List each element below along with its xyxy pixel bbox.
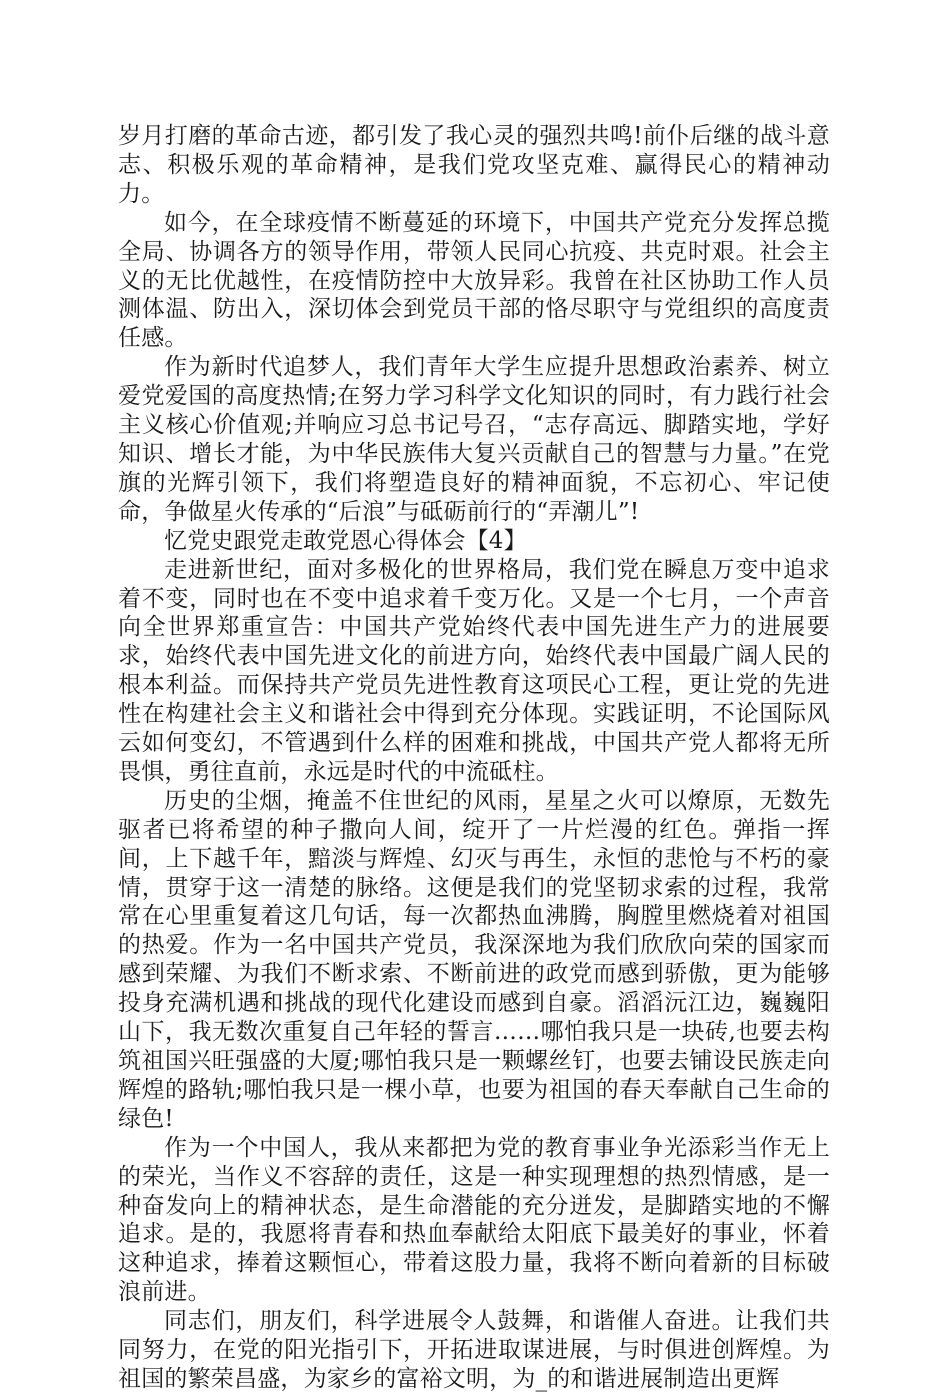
document-body xyxy=(118,122,830,1394)
paragraph: 作为一个中国人，我从来都把为党的教育事业争光添彩当作无上的荣光，当作义不容辞的责任，这是一种实现理想的热烈情感，是一种奋发向上的精神状态，是生命潜能的充分迸发，是脚踏实地的不懈追求。是的，我愿将青春和热血奉献给太阳底下最美好的事业，怀着这种追求，捧着这颗恒心，带着这股力量，我将不断向着新的目标破浪前进。 xyxy=(118,1134,830,1306)
paragraph: 走进新世纪，面对多极化的世界格局，我们党在瞬息万变中追求着不变，同时也在不变中追求着千变万化。又是一个七月，一个声音向全世界郑重宣告：中国共产党始终代表中国先进生产力的进展要求，始终代表中国先进文化的前进方向，始终代表中国最广阔人民的根本利益。而保持共产党员先进性教育这项民心工程，更让党的先进性在构建社会主义和谐社会中得到充分体现。实践证明，不论国际风云如何变幻，不管遇到什么样的困难和挑战，中国共产党人都将无所畏惧，勇往直前，永远是时代的中流砥柱。 xyxy=(118,556,830,785)
paragraph: 历史的尘烟，掩盖不住世纪的风雨，星星之火可以燎原，无数先驱者已将希望的种子撒向人间，绽开了一片烂漫的红色。弹指一挥间，上下越千年，黯淡与辉煌、幻灭与再生，永恒的悲怆与不朽的豪情，贯穿于这一清楚的脉络。这便是我们的党坚韧求索的过程，我常常在心里重复着这几句话，每一次都热血沸腾，胸膛里燃烧着对祖国的热爱。作为一名中国共产党员，我深深地为我们欣欣向荣的国家而感到荣耀、为我们不断求索、不断前进的政党而感到骄傲，更为能够投身充满机遇和挑战的现代化建设而感到自豪。滔滔沅江边，巍巍阳山下，我无数次重复自己年轻的誓言……哪怕我只是一块砖,也要去构筑祖国兴旺强盛的大厦;哪怕我只是一颗螺丝钉，也要去铺设民族走向辉煌的路轨;哪怕我只是一棵小草，也要为祖国的春天奉献自己生命的绿色! xyxy=(118,787,830,1132)
paragraph: 如今，在全球疫情不断蔓延的环境下，中国共产党充分发挥总揽全局、协调各方的领导作用，带领人民同心抗疫、共克时艰。社会主义的无比优越性，在疫情防控中大放异彩。我曾在社区协助工作人员测体温、防出入，深切体会到党员干部的恪尽职守与党组织的高度责任感。 xyxy=(118,209,830,352)
section-heading: 忆党史跟党走敢党恩心得体会【4】 xyxy=(164,527,527,554)
paragraph: 作为新时代追梦人，我们青年大学生应提升思想政治素养、树立爱党爱国的高度热情;在努力学习科学文化知识的同时，有力践行社会主义核心价值观;并响应习总书记号召，“志存高远、脚踏实地，学好知识、增长才能，为中华民族伟大复兴贡献自己的智慧与力量。”在党旗的光辉引领下，我们将塑造良好的精神面貌，不忘初心、牢记使命，争做星火传承的“后浪”与砥砺前行的“弄潮儿”! xyxy=(118,354,830,525)
paragraph: 同志们，朋友们，科学进展令人鼓舞，和谐催人奋进。让我们共同努力，在党的阳光指引下，开拓进取谋进展，与时俱进创辉煌。为祖国的繁荣昌盛，为家乡的富裕文明，为_的和谐进展制造出更辉 xyxy=(118,1308,830,1392)
paragraph-continuation: 岁月打磨的革命古迹，都引发了我心灵的强烈共鸣!前仆后继的战斗意志、积极乐观的革命精神，是我们党攻坚克难、赢得民心的精神动力。 xyxy=(118,123,830,207)
